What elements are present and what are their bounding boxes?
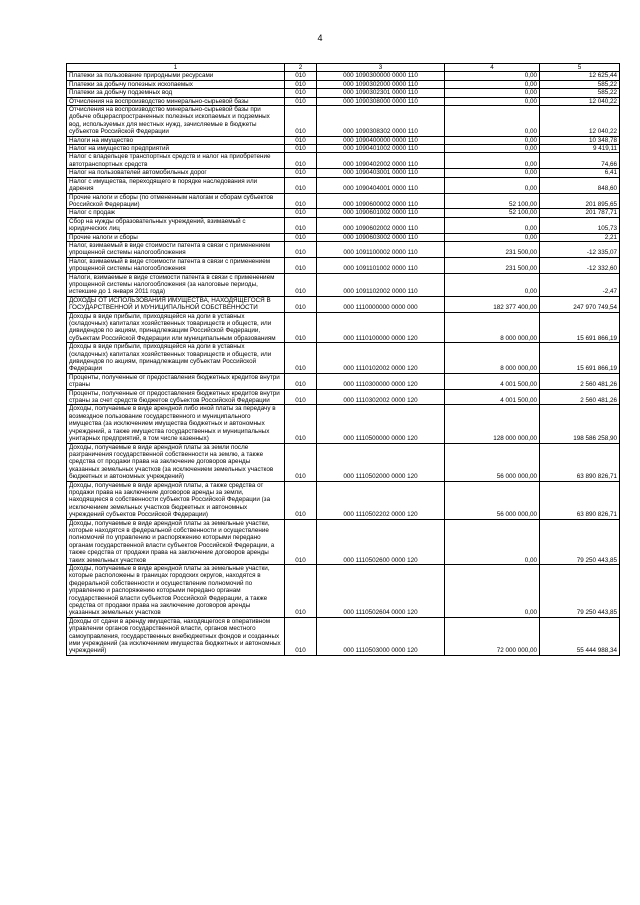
row-executed-cell: 585,22 bbox=[540, 89, 620, 97]
row-approved-cell: 56 000 000,00 bbox=[445, 443, 540, 481]
row-executed-cell: -2,47 bbox=[540, 273, 620, 296]
row-budget-code-cell: 000 1091100002 0000 110 bbox=[317, 241, 445, 257]
row-executed-cell: 585,22 bbox=[540, 80, 620, 88]
table-row bbox=[67, 80, 620, 88]
row-name-cell: Доходы, получаемые в виде арендной платы за земельные участки, которые находятся в федеральной собственности и осуществление полномочий по управлению и распоряжению которыми передано органам государственной власти субъектов Российской Федерации, а также средства от продажи права на заключение договоров аренды таких земельных участков bbox=[67, 519, 285, 564]
row-approved-cell: 231 500,00 bbox=[445, 257, 540, 273]
row-executed-cell: 105,73 bbox=[540, 217, 620, 233]
row-executed-cell: 63 890 826,71 bbox=[540, 443, 620, 481]
row-line-code-cell: 010 bbox=[285, 169, 317, 177]
table-body bbox=[67, 64, 620, 656]
row-approved-cell: 72 000 000,00 bbox=[445, 617, 540, 655]
table-row bbox=[67, 443, 620, 481]
row-executed-cell: 247 970 749,54 bbox=[540, 296, 620, 312]
table-row bbox=[67, 97, 620, 105]
row-line-code-cell: 010 bbox=[285, 89, 317, 97]
row-budget-code-cell: 000 1090308000 0000 110 bbox=[317, 97, 445, 105]
row-approved-cell: 0,00 bbox=[445, 217, 540, 233]
row-name-cell: Доходы в виде прибыли, приходящейся на доли в уставных (складочных) капиталах хозяйственных товариществ и обществ, или дивидендов по акциям, принадлежащим субъектам Российской Федерации bbox=[67, 343, 285, 374]
row-name-cell: Налоги, взимаемые в виде стоимости патента в связи с применением упрощенной системы налогообложения (за налоговые периоды, истекшие до 1 января 2011 года) bbox=[67, 273, 285, 296]
row-line-code-cell: 010 bbox=[285, 153, 317, 169]
row-line-code-cell: 010 bbox=[285, 97, 317, 105]
row-executed-cell: 12 625,44 bbox=[540, 72, 620, 80]
row-approved-cell: 0,00 bbox=[445, 80, 540, 88]
row-approved-cell: 182 377 400,00 bbox=[445, 296, 540, 312]
row-name-cell: Доходы, получаемые в виде арендной платы за земли после разграничения государственной собственности на землю, а также средства от продажи права на заключение договоров аренды указанных земельных участков (за исключением земельных участков бюджетных и автономных учреждений) bbox=[67, 443, 285, 481]
row-executed-cell: 9 419,11 bbox=[540, 145, 620, 153]
table-row bbox=[67, 241, 620, 257]
row-budget-code-cell: 000 1090603002 0000 110 bbox=[317, 233, 445, 241]
row-line-code-cell: 010 bbox=[285, 405, 317, 443]
row-executed-cell: 12 040,22 bbox=[540, 97, 620, 105]
table-row bbox=[67, 169, 620, 177]
row-budget-code-cell: 000 1110502604 0000 120 bbox=[317, 565, 445, 618]
row-executed-cell: 6,41 bbox=[540, 169, 620, 177]
table-row bbox=[67, 209, 620, 217]
row-name-cell: Налог с продаж bbox=[67, 209, 285, 217]
row-name-cell: Налог на имущество предприятий bbox=[67, 145, 285, 153]
row-budget-code-cell: 000 1090602002 0000 110 bbox=[317, 217, 445, 233]
row-approved-cell: 0,00 bbox=[445, 89, 540, 97]
row-name-cell: Прочие налоги и сборы bbox=[67, 233, 285, 241]
table-row bbox=[67, 519, 620, 564]
column-header-1: 1 bbox=[67, 64, 285, 72]
row-line-code-cell: 010 bbox=[285, 312, 317, 343]
row-name-cell: Налог, взимаемый в виде стоимости патента в связи с применением упрощенной системы налогообложения bbox=[67, 257, 285, 273]
row-approved-cell: 0,00 bbox=[445, 565, 540, 618]
row-approved-cell: 56 000 000,00 bbox=[445, 481, 540, 519]
row-name-cell: Налог на пользователей автомобильных дорог bbox=[67, 169, 285, 177]
column-header-3: 3 bbox=[317, 64, 445, 72]
table-row bbox=[67, 273, 620, 296]
row-executed-cell: 201 895,65 bbox=[540, 193, 620, 209]
row-approved-cell: 0,00 bbox=[445, 136, 540, 144]
row-approved-cell: 4 001 500,00 bbox=[445, 373, 540, 389]
table-row bbox=[67, 343, 620, 374]
table-row bbox=[67, 373, 620, 389]
row-line-code-cell: 010 bbox=[285, 145, 317, 153]
row-name-cell: Проценты, полученные от предоставления бюджетных кредитов внутри страны за счет средств бюджетов субъектов Российской Федерации bbox=[67, 389, 285, 405]
row-line-code-cell: 010 bbox=[285, 209, 317, 217]
row-budget-code-cell: 000 1090600002 0000 110 bbox=[317, 193, 445, 209]
table-row bbox=[67, 193, 620, 209]
row-line-code-cell: 010 bbox=[285, 565, 317, 618]
row-approved-cell: 231 500,00 bbox=[445, 241, 540, 257]
row-line-code-cell: 010 bbox=[285, 241, 317, 257]
row-line-code-cell: 010 bbox=[285, 72, 317, 80]
row-line-code-cell: 010 bbox=[285, 177, 317, 193]
row-executed-cell: 15 691 866,19 bbox=[540, 343, 620, 374]
column-header-2: 2 bbox=[285, 64, 317, 72]
table-row bbox=[67, 312, 620, 343]
income-report-table bbox=[66, 63, 620, 656]
row-budget-code-cell: 000 1090302000 0000 110 bbox=[317, 80, 445, 88]
row-budget-code-cell: 000 1110502202 0000 120 bbox=[317, 481, 445, 519]
row-budget-code-cell: 000 1110502000 0000 120 bbox=[317, 443, 445, 481]
table-row bbox=[67, 257, 620, 273]
row-name-cell: Доходы в виде прибыли, приходящейся на доли в уставных (складочных) капиталах хозяйственных товариществ и обществ, или дивидендов по акциям, принадлежащим Российской Федерации, субъектам Российской Федерации или муниципальным образованиям bbox=[67, 312, 285, 343]
row-budget-code-cell: 000 1090601002 0000 110 bbox=[317, 209, 445, 217]
row-approved-cell: 0,00 bbox=[445, 72, 540, 80]
row-budget-code-cell: 000 1110502600 0000 120 bbox=[317, 519, 445, 564]
row-budget-code-cell: 000 1090308302 0000 110 bbox=[317, 106, 445, 137]
row-executed-cell: 2,21 bbox=[540, 233, 620, 241]
header-row bbox=[67, 64, 620, 72]
row-executed-cell: 2 560 481,26 bbox=[540, 389, 620, 405]
row-line-code-cell: 010 bbox=[285, 273, 317, 296]
row-approved-cell: 0,00 bbox=[445, 169, 540, 177]
row-executed-cell: 15 691 866,19 bbox=[540, 312, 620, 343]
row-approved-cell: 8 000 000,00 bbox=[445, 343, 540, 374]
row-approved-cell: 0,00 bbox=[445, 519, 540, 564]
row-executed-cell: 79 250 443,85 bbox=[540, 565, 620, 618]
row-budget-code-cell: 000 1110000000 0000 000 bbox=[317, 296, 445, 312]
row-line-code-cell: 010 bbox=[285, 193, 317, 209]
row-approved-cell: 8 000 000,00 bbox=[445, 312, 540, 343]
row-line-code-cell: 010 bbox=[285, 233, 317, 241]
row-name-cell: Доходы, получаемые в виде арендной либо иной платы за передачу в возмездное пользование государственного и муниципального имущества (за исключением имущества бюджетных и автономных учреждений, а также имущества государственных и муниципальных унитарных предприятий, в том числе казенных) bbox=[67, 405, 285, 443]
row-executed-cell: 2 560 481,26 bbox=[540, 373, 620, 389]
row-budget-code-cell: 000 1110102002 0000 120 bbox=[317, 343, 445, 374]
table-row bbox=[67, 145, 620, 153]
row-name-cell: ДОХОДЫ ОТ ИСПОЛЬЗОВАНИЯ ИМУЩЕСТВА, НАХОДЯЩЕГОСЯ В ГОСУДАРСТВЕННОЙ И МУНИЦИПАЛЬНОЙ СОБСТВЕННОСТИ bbox=[67, 296, 285, 312]
table-row bbox=[67, 617, 620, 655]
table-row bbox=[67, 217, 620, 233]
row-name-cell: Налог с владельцев транспортных средств и налог на приобретение автотранспортных средств bbox=[67, 153, 285, 169]
row-executed-cell: 79 250 443,85 bbox=[540, 519, 620, 564]
row-budget-code-cell: 000 1090400000 0000 110 bbox=[317, 136, 445, 144]
table-row bbox=[67, 72, 620, 80]
row-approved-cell: 52 100,00 bbox=[445, 209, 540, 217]
row-name-cell: Прочие налоги и сборы (по отмененным налогам и сборам субъектов Российской Федерации) bbox=[67, 193, 285, 209]
row-executed-cell: 55 444 988,34 bbox=[540, 617, 620, 655]
row-line-code-cell: 010 bbox=[285, 257, 317, 273]
row-budget-code-cell: 000 1110503000 0000 120 bbox=[317, 617, 445, 655]
row-budget-code-cell: 000 1091101002 0000 110 bbox=[317, 257, 445, 273]
table-row bbox=[67, 153, 620, 169]
row-line-code-cell: 010 bbox=[285, 106, 317, 137]
table-row bbox=[67, 481, 620, 519]
row-name-cell: Доходы от сдачи в аренду имущества, находящегося в оперативном управлении органов государственной власти, органов местного самоуправления, государственных внебюджетных фондов и созданных ими учреждений (за исключением имущества бюджетных и автономных учреждений) bbox=[67, 617, 285, 655]
row-name-cell: Отчисления на воспроизводство минерально-сырьевой базы bbox=[67, 97, 285, 105]
row-name-cell: Налог с имущества, переходящего в порядке наследования или дарения bbox=[67, 177, 285, 193]
table-row bbox=[67, 296, 620, 312]
row-approved-cell: 0,00 bbox=[445, 233, 540, 241]
row-name-cell: Проценты, полученные от предоставления бюджетных кредитов внутри страны bbox=[67, 373, 285, 389]
row-name-cell: Налоги на имущество bbox=[67, 136, 285, 144]
row-line-code-cell: 010 bbox=[285, 217, 317, 233]
table-row bbox=[67, 136, 620, 144]
row-name-cell: Платежи за пользование природными ресурсами bbox=[67, 72, 285, 80]
row-budget-code-cell: 000 1090403001 0000 110 bbox=[317, 169, 445, 177]
row-line-code-cell: 010 bbox=[285, 481, 317, 519]
row-executed-cell: 63 890 826,71 bbox=[540, 481, 620, 519]
column-header-4: 4 bbox=[445, 64, 540, 72]
row-name-cell: Доходы, получаемые в виде арендной платы, а также средства от продажи права на заключение договоров аренды за земли, находящиеся в собственности субъектов Российской Федерации (за исключением земельных участков бюджетных и автономных учреждений субъектов Российской Федерации) bbox=[67, 481, 285, 519]
row-budget-code-cell: 000 1110302002 0000 120 bbox=[317, 389, 445, 405]
row-line-code-cell: 010 bbox=[285, 343, 317, 374]
row-name-cell: Отчисления на воспроизводство минерально-сырьевой базы при добыче общераспространенных полезных ископаемых и подземных вод, используемых для местных нужд, зачисляемые в бюджеты субъектов Российской Федерации bbox=[67, 106, 285, 137]
row-budget-code-cell: 000 1110300000 0000 120 bbox=[317, 373, 445, 389]
row-line-code-cell: 010 bbox=[285, 373, 317, 389]
row-approved-cell: 0,00 bbox=[445, 145, 540, 153]
row-executed-cell: 74,66 bbox=[540, 153, 620, 169]
row-executed-cell: 201 787,71 bbox=[540, 209, 620, 217]
table-row bbox=[67, 177, 620, 193]
column-header-5: 5 bbox=[540, 64, 620, 72]
row-approved-cell: 0,00 bbox=[445, 106, 540, 137]
row-approved-cell: 52 100,00 bbox=[445, 193, 540, 209]
row-approved-cell: 0,00 bbox=[445, 97, 540, 105]
row-approved-cell: 0,00 bbox=[445, 153, 540, 169]
row-line-code-cell: 010 bbox=[285, 80, 317, 88]
row-name-cell: Налог, взимаемый в виде стоимости патента в связи с применением упрощенной системы налогообложения bbox=[67, 241, 285, 257]
row-budget-code-cell: 000 1090300000 0000 110 bbox=[317, 72, 445, 80]
page-number: 4 bbox=[317, 33, 323, 43]
row-approved-cell: 0,00 bbox=[445, 273, 540, 296]
row-budget-code-cell: 000 1110100000 0000 120 bbox=[317, 312, 445, 343]
row-line-code-cell: 010 bbox=[285, 296, 317, 312]
row-line-code-cell: 010 bbox=[285, 136, 317, 144]
row-executed-cell: 848,60 bbox=[540, 177, 620, 193]
table-row bbox=[67, 389, 620, 405]
row-budget-code-cell: 000 1090401002 0000 110 bbox=[317, 145, 445, 153]
table-row bbox=[67, 405, 620, 443]
row-budget-code-cell: 000 1110500000 0000 120 bbox=[317, 405, 445, 443]
row-budget-code-cell: 000 1091102002 0000 110 bbox=[317, 273, 445, 296]
row-name-cell: Сбор на нужды образовательных учреждений, взимаемый с юридических лиц bbox=[67, 217, 285, 233]
row-executed-cell: -12 332,60 bbox=[540, 257, 620, 273]
row-line-code-cell: 010 bbox=[285, 519, 317, 564]
row-line-code-cell: 010 bbox=[285, 617, 317, 655]
row-line-code-cell: 010 bbox=[285, 389, 317, 405]
row-budget-code-cell: 000 1090302301 0000 110 bbox=[317, 89, 445, 97]
row-budget-code-cell: 000 1090404001 0000 110 bbox=[317, 177, 445, 193]
row-approved-cell: 128 000 000,00 bbox=[445, 405, 540, 443]
table-row bbox=[67, 565, 620, 618]
table-row bbox=[67, 106, 620, 137]
row-name-cell: Платежи за добычу подземных вод bbox=[67, 89, 285, 97]
row-approved-cell: 0,00 bbox=[445, 177, 540, 193]
row-executed-cell: 12 040,22 bbox=[540, 106, 620, 137]
row-executed-cell: 10 348,78 bbox=[540, 136, 620, 144]
row-approved-cell: 4 001 500,00 bbox=[445, 389, 540, 405]
row-name-cell: Доходы, получаемые в виде арендной платы за земельные участки, которые расположены в границах городских округов, находятся в федеральной собственности и осуществление полномочий по управлению и распоряжению которыми передано органам государственной власти субъектов Российской Федерации, а также средства от продажи права на заключение договоров аренды указанных земельных участков bbox=[67, 565, 285, 618]
row-budget-code-cell: 000 1090402002 0000 110 bbox=[317, 153, 445, 169]
table-row bbox=[67, 233, 620, 241]
row-line-code-cell: 010 bbox=[285, 443, 317, 481]
row-name-cell: Платежи за добычу полезных ископаемых bbox=[67, 80, 285, 88]
row-executed-cell: 198 586 258,90 bbox=[540, 405, 620, 443]
table-row bbox=[67, 89, 620, 97]
row-executed-cell: -12 335,07 bbox=[540, 241, 620, 257]
